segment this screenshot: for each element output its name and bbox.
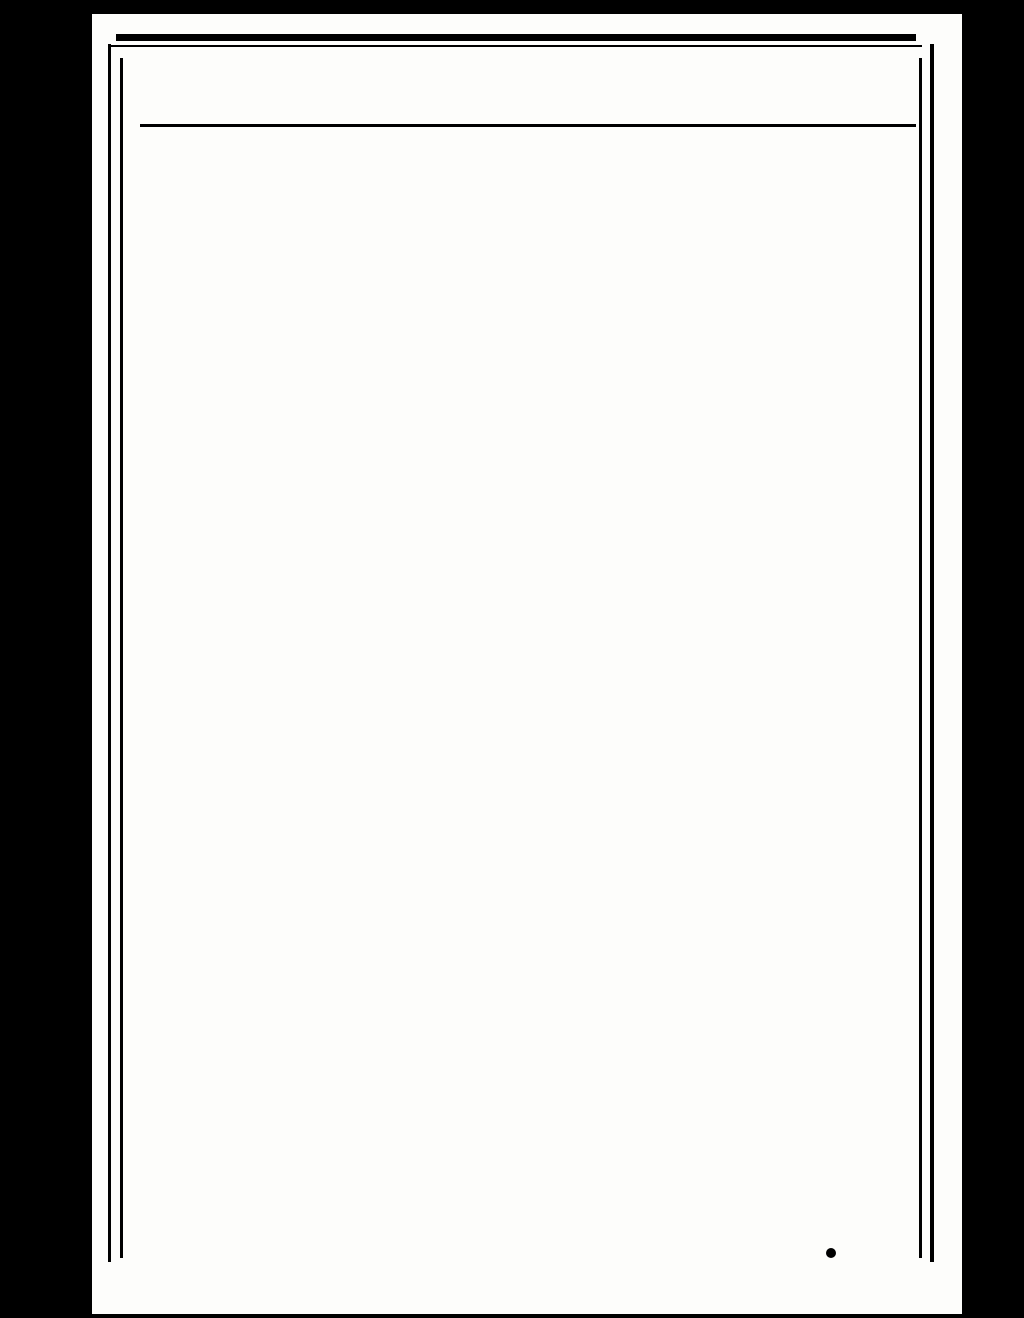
left-border-outer: [108, 44, 111, 1262]
ink-dot: [826, 1248, 836, 1258]
book-page: [92, 14, 962, 1314]
top-border-thin-rule: [110, 45, 922, 47]
top-border-rule: [116, 34, 916, 41]
right-border-outer: [930, 44, 934, 1262]
left-border-inner: [120, 58, 123, 1258]
title-rule: [140, 124, 916, 127]
right-border-inner: [919, 58, 922, 1258]
ornamental-border: [104, 1264, 934, 1298]
footer-row: [138, 1196, 913, 1250]
